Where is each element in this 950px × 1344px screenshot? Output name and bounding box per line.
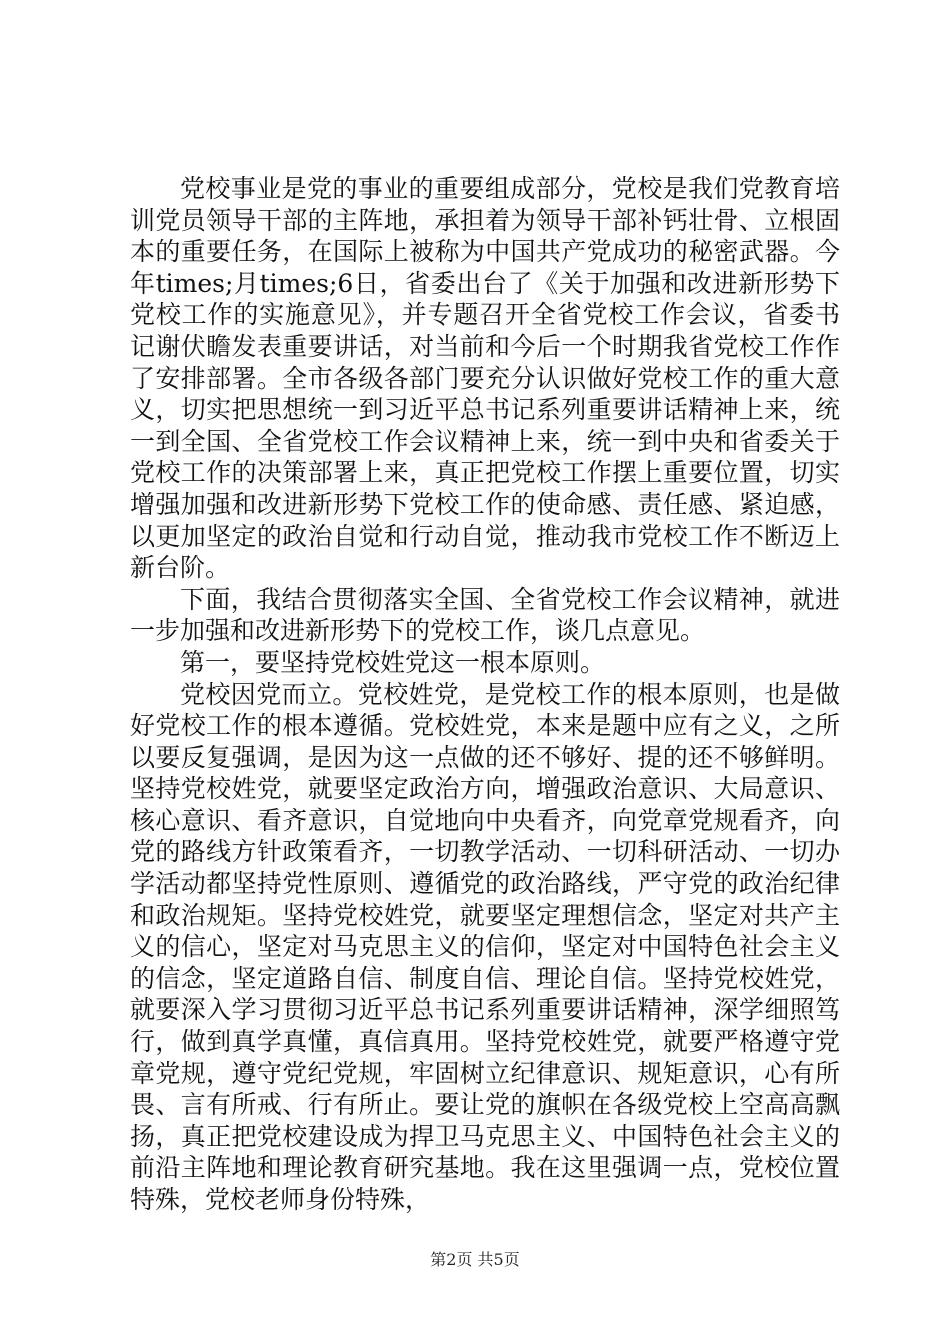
paragraph-3-heading: 第一，要坚持党校姓党这一根本原则。 — [180, 647, 606, 677]
paragraph-4: 党校因党而立。党校姓党，是党校工作的根本原则，也是做好党校工作的根本遵循。党校姓党，本来是题中应有之义，之所以要反复强调，是因为这一点做的还不够好、提的还不够鲜明。坚持党校姓党，就要坚定政治方向，增强政治意识、大局意识、核心意识、看齐意识，自觉地向中央看齐，向党章党规看齐，向党的路线方针政策看齐，一切教学活动、一切科研活动、一切办学活动都坚持党性原则、遵循党的政治路线，严守党的政治纪律和政治规矩。坚持党校姓党，就要坚定理想信念，坚定对共产主义的信心，坚定对马克思主义的信仰，坚定对中国特色社会主义的信念，坚定道路自信、制度自信、理论自信。坚持党校姓党，就要深入学习贯彻习近平总书记系列重要讲话精神，深学细照笃行，做到真学真懂，真信真用。坚持党校姓党，就要严格遵守党章党规，遵守党纪党规，牢固树立纪律意识、规矩意识，心有所畏、言有所戒、行有所止。要让党的旗帜在各级党校上空高高飘扬，真正把党校建设成为捍卫马克思主义、中国特色社会主义的前沿主阵地和理论教育研究基地。我在这里强调一点，党校位置特殊，党校老师身份特殊， — [130, 679, 840, 1214]
paragraph-1: 党校事业是党的事业的重要组成部分，党校是我们党教育培训党员领导干部的主阵地，承担着为领导干部补钙壮骨、立根固本的重要任务，在国际上被称为中国共产党成功的秘密武器。今年times;月times;6日，省委出台了《关于加强和改进新形势下党校工作的实施意见》，并专题召开全省党校工作会议，省委书记谢伏瞻发表重要讲话，对当前和今后一个时期我省党校工作作了安排部署。全市各级各部门要充分认识做好党校工作的重大意义，切实把思想统一到习近平总书记系列重要讲话精神上来，统一到全国、全省党校工作会议精神上来，统一到中央和省委关于党校工作的决策部署上来，真正把党校工作摆上重要位置，切实增强加强和改进新形势下党校工作的使命感、责任感、紧迫感，以更加坚定的政治自觉和行动自觉，推动我市党校工作不断迈上新台阶。 — [130, 174, 840, 583]
paragraph-2: 下面，我结合贯彻落实全国、全省党校工作会议精神，就进一步加强和改进新形势下的党校工作，谈几点意见。 — [130, 584, 840, 646]
document-body — [130, 173, 840, 1216]
page-number-footer: 第2页 共5页 — [430, 1250, 520, 1269]
